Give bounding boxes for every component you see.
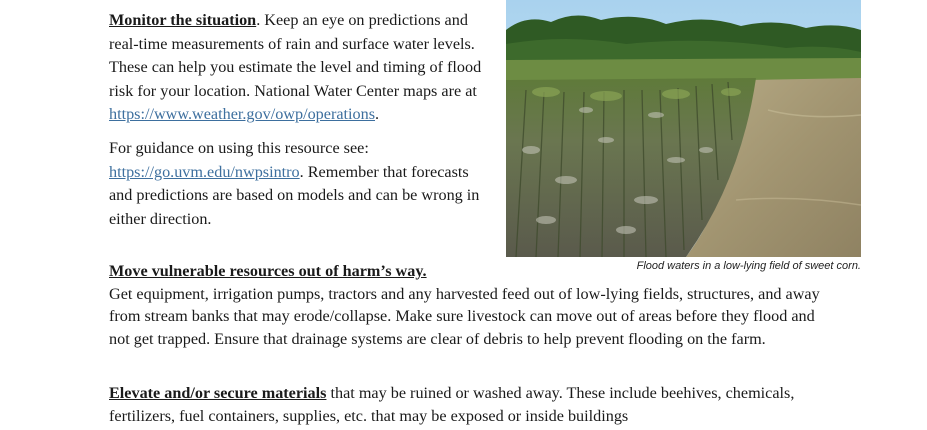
heading-elevate-materials: Elevate and/or secure materials <box>109 384 327 402</box>
photo-illustration <box>506 0 861 257</box>
paragraph-monitor <box>109 9 489 127</box>
section-elevate-materials <box>109 382 829 427</box>
guidance-text: . Remember that forecasts and predictions are based on models and can be wrong in either direction. <box>109 162 480 228</box>
photo-caption: Flood waters in a low-lying field of sweet corn. <box>636 260 861 272</box>
monitor-text: . Keep an eye on predictions and real-time measurements of rain and surface water levels. These can help you estimate the level and timing of flood risk for your location. National Water Center maps are at <box>109 11 482 100</box>
paragraph-elevate-materials <box>109 382 829 427</box>
link-owp-operations[interactable]: https://www.weather.gov/owp/operations <box>109 105 376 124</box>
move-resources-text: Get equipment, irrigation pumps, tractors and any harvested feed out of low-lying fields, structures, and away from stream banks that may erode/collapse. Make sure livestock can move out of areas before they flood and not get trapped. Ensure that drainage systems are clear of debris to help prevent flooding on the farm. <box>109 284 820 348</box>
link-nwpsintro[interactable]: https://go.uvm.edu/nwpsintro <box>109 162 300 181</box>
heading-move-resources: Move vulnerable resources out of harm’s way. <box>109 262 427 280</box>
guidance-lead: For guidance on using this resource see: <box>109 138 369 157</box>
elevate-materials-text: that may be ruined or washed away. These include beehives, chemicals, fertilizers, fuel containers, supplies, etc. that may be exposed or inside buildings <box>109 384 795 425</box>
monitor-end: . <box>375 105 380 124</box>
left-column <box>109 9 489 231</box>
paragraph-move-resources <box>109 260 829 350</box>
heading-monitor: Monitor the situation <box>109 11 257 29</box>
section-move-resources <box>109 260 829 350</box>
paragraph-guidance <box>109 137 489 231</box>
flooded-cornfield-photo <box>506 0 861 257</box>
